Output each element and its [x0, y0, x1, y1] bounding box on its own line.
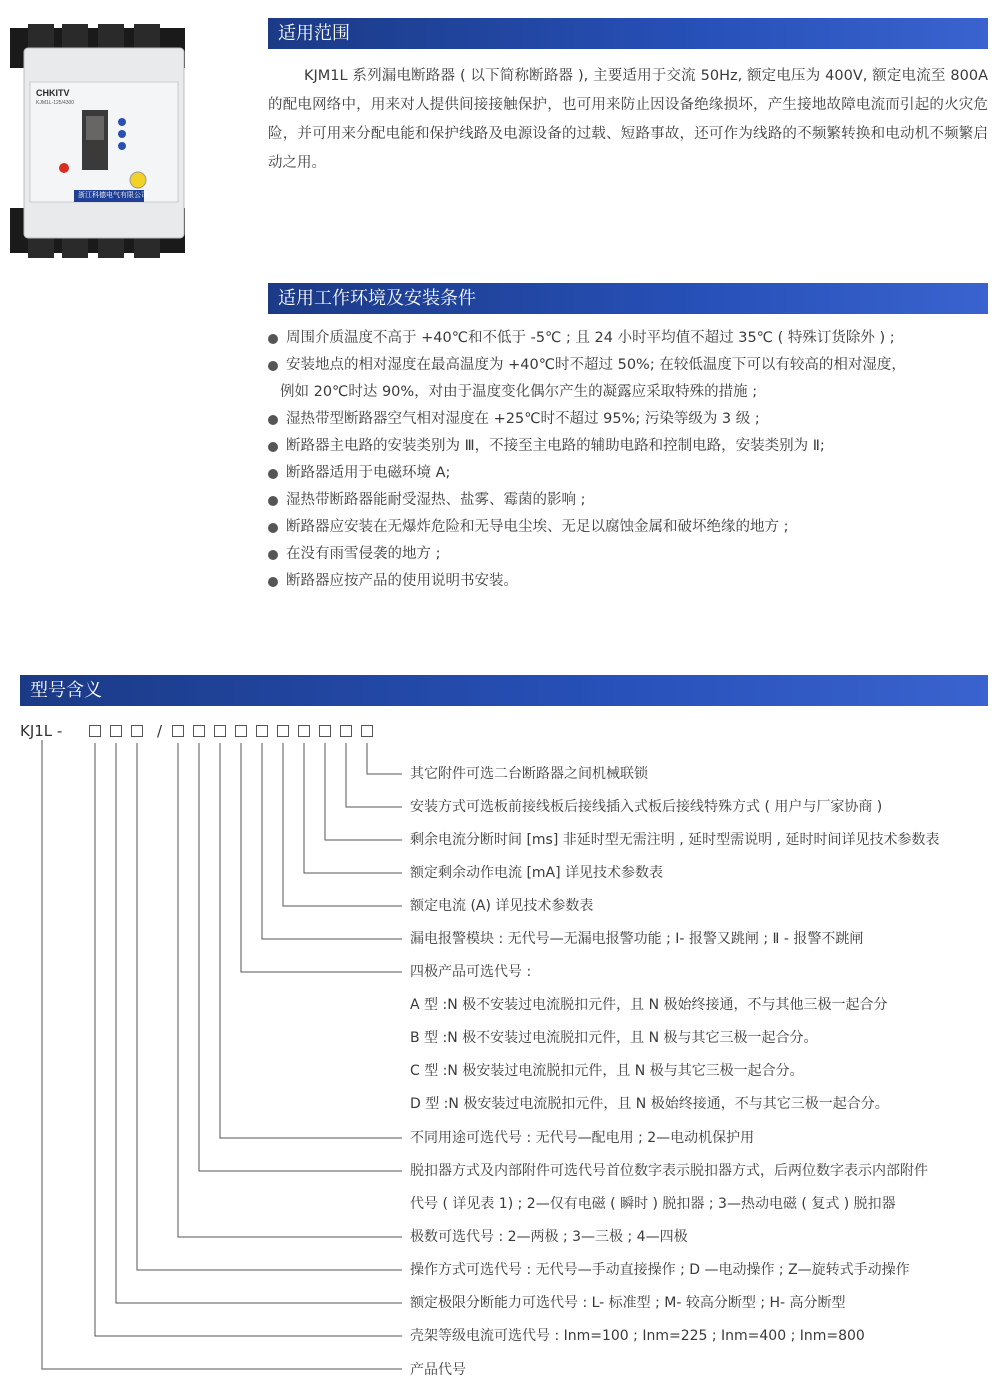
model-description: B 型 :N 极不安装过电流脱扣元件，且 N 极与其它三极一起合分。: [410, 1030, 818, 1046]
list-item: 安装地点的相对湿度在最高温度为 +40℃时不超过 50%; 在较低温度下可以有较高的相对湿度，: [268, 352, 988, 379]
list-item: 断路器应按产品的使用说明书安装。: [268, 568, 988, 595]
section-title-environment: 适用工作环境及安装条件: [268, 283, 988, 314]
connector-line: [304, 743, 402, 873]
list-item: 周围介质温度不高于 +40℃和不低于 -5℃ ; 且 24 小时平均值不超过 35℃ ( 特殊订货除外 ) ;: [268, 325, 988, 352]
model-description: 操作方式可选代号 : 无代号—手动直接操作 ; D —电动操作 ; Z—旋转式手动操作: [410, 1262, 910, 1278]
model-description: 额定极限分断能力可选代号 : L- 标准型 ; M- 较高分断型 ; H- 高分断型: [410, 1295, 846, 1311]
model-slash: /: [157, 722, 163, 740]
connector-line: [241, 743, 402, 972]
list-item: 湿热带型断路器空气相对湿度在 +25℃时不超过 95%; 污染等级为 3 级 ;: [268, 406, 988, 433]
list-item: 在没有雨雪侵袭的地方 ;: [268, 541, 988, 568]
connector-line: [42, 743, 402, 1369]
product-model: KJM1L-125/4300: [36, 100, 75, 106]
connector-line: [367, 743, 402, 774]
model-description: 漏电报警模块 : 无代号—无漏电报警功能 ; I- 报警又跳闸 ; Ⅱ - 报警不跳闸: [410, 931, 864, 947]
list-item: 断路器主电路的安装类别为 Ⅲ，不接至主电路的辅助电路和控制电路，安装类别为 Ⅱ;: [268, 433, 988, 460]
list-item-continued: 例如 20℃时达 90%，对由于温度变化偶尔产生的凝露应采取特殊的措施 ;: [280, 384, 758, 400]
connector-line: [116, 743, 402, 1303]
connector-line: [95, 743, 402, 1336]
connector-line: [346, 743, 402, 807]
connector-line: [283, 743, 402, 906]
connector-line: [220, 743, 402, 1138]
model-description: 脱扣器方式及内部附件可选代号首位数字表示脱扣器方式，后两位数字表示内部附件: [410, 1163, 928, 1179]
product-brand: CHKITV: [36, 88, 70, 98]
model-prefix: KJ1L -: [20, 722, 63, 740]
section-title-model-meaning: 型号含义: [20, 675, 988, 706]
model-description: 剩余电流分断时间 [ms] 非延时型无需注明 , 延时型需说明 , 延时时间详见技术参数表: [410, 832, 940, 848]
list-item: 断路器应安装在无爆炸危险和无导电尘埃、无足以腐蚀金属和破坏绝缘的地方 ;: [268, 514, 988, 541]
model-description: 额定电流 (A) 详见技术参数表: [410, 898, 594, 914]
scope-paragraph: KJM1L 系列漏电断路器 ( 以下简称断路器 ), 主要适用于交流 50Hz, 额定电压为 400V, 额定电流至 800A 的配电网络中，用来对人提供间接接触保护，也可用来防止因设备绝缘损坏，产生接地故障电流而引起的火灾危险，并可用来分配电能和保护线路及电源设备的过载、短路事故，还可作为线路的不频繁转换和电动机不频繁启动之用。: [268, 68, 988, 171]
section-title-scope: 适用范围: [268, 18, 988, 49]
connector-line: [325, 743, 402, 840]
model-description: 不同用途可选代号 : 无代号—配电用 ; 2—电动机保护用: [410, 1130, 755, 1146]
model-description: 四极产品可选代号 :: [410, 964, 532, 980]
list-item: 湿热带断路器能耐受湿热、盐雾、霉菌的影响 ;: [268, 487, 988, 514]
model-description: 安装方式可选板前接线板后接线插入式板后接线特殊方式 ( 用户与厂家协商 ): [410, 799, 883, 815]
model-description: 额定剩余动作电流 [mA] 详见技术参数表: [410, 865, 664, 881]
model-description: 壳架等级电流可选代号 : Inm=100 ; Inm=225 ; Inm=400 ; Inm=800: [410, 1328, 865, 1344]
product-company: 浙江科德电气有限公司: [78, 191, 148, 199]
model-description: C 型 :N 极安装过电流脱扣元件，且 N 极与其它三极一起合分。: [410, 1063, 804, 1079]
model-description: 其它附件可选二台断路器之间机械联锁: [410, 766, 648, 782]
model-description: 产品代号: [410, 1362, 466, 1378]
list-item: 断路器适用于电磁环境 A;: [268, 460, 988, 487]
model-description: 极数可选代号 : 2—两极 ; 3—三极 ; 4—四极: [410, 1229, 688, 1245]
connector-line: [137, 743, 402, 1270]
model-description: 代号 ( 详见表 1) ; 2—仅有电磁 ( 瞬时 ) 脱扣器 ; 3—热动电磁 ( 复式 ) 脱扣器: [410, 1196, 896, 1212]
model-description: A 型 :N 极不安装过电流脱扣元件，且 N 极始终接通，不与其他三极一起合分: [410, 997, 888, 1013]
model-description: D 型 :N 极安装过电流脱扣元件，且 N 极始终接通，不与其它三极一起合分。: [410, 1096, 889, 1112]
connector-line: [178, 743, 402, 1237]
